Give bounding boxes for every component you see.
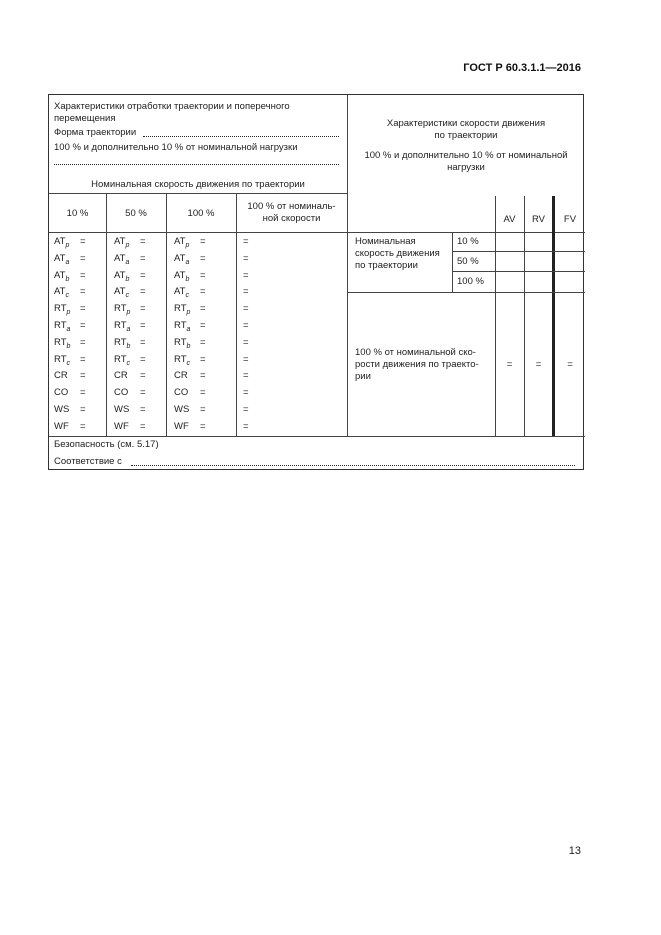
metric-base: AT <box>54 252 66 264</box>
metric-base: RT <box>174 303 187 315</box>
metric-base: CO <box>174 387 189 399</box>
metric-label <box>174 387 188 399</box>
right-title-line2: по траектории <box>434 130 498 141</box>
metric-base: RT <box>54 320 67 331</box>
metric-base: CR <box>54 370 68 382</box>
metric-equals-nominal: = <box>243 320 249 331</box>
metric-equals-nominal: = <box>243 420 249 432</box>
metric-equals: = <box>80 336 86 348</box>
metric-equals: = <box>140 370 146 382</box>
metric-equals: = <box>200 353 206 365</box>
metric-label <box>174 303 190 316</box>
metric-label <box>174 404 189 416</box>
metric-label <box>174 270 189 283</box>
metric-base: AT <box>114 269 126 281</box>
metric-equals: = <box>200 320 206 331</box>
metric-base: AT <box>114 252 126 264</box>
metric-equals: = <box>140 236 146 247</box>
metric-label <box>114 370 128 382</box>
metric-equals: = <box>80 353 86 365</box>
col-header-50: 50 % <box>125 208 147 219</box>
metric-subscript: b <box>125 275 130 283</box>
col-header-100-nominal-2: ной скорости <box>262 213 321 224</box>
metric-equals: = <box>140 269 146 281</box>
metric-base: RT <box>54 303 67 315</box>
metric-equals: = <box>80 404 86 415</box>
metric-equals-nominal: = <box>243 387 249 399</box>
metric-label <box>114 404 129 416</box>
left-title-line1: Характеристики отработки траектории и поперечного <box>54 101 290 112</box>
metric-base: AT <box>174 286 186 298</box>
right-title-line1: Характеристики скорости движения <box>386 118 546 129</box>
metric-equals: = <box>140 320 146 331</box>
nominal-speed-title: Номинальная скорость движения по траектории <box>91 179 305 190</box>
left-load-text: 100 % и дополнительно 10 % от номинальной нагрузки <box>54 142 298 153</box>
metric-equals: = <box>80 420 86 432</box>
metric-label <box>54 354 70 367</box>
speed-level-100: 100 % <box>457 276 484 287</box>
metric-label <box>174 236 189 249</box>
metric-label <box>174 320 190 333</box>
metric-subscript: a <box>125 258 130 266</box>
metric-label <box>114 286 129 299</box>
metric-label <box>54 387 68 399</box>
metric-equals: = <box>80 269 86 281</box>
page-number: 13 <box>568 845 581 857</box>
metric-base: WF <box>114 420 129 432</box>
metric-label <box>114 320 130 333</box>
metric-label <box>114 337 130 350</box>
metric-label <box>114 303 130 316</box>
metric-equals: = <box>200 370 206 382</box>
metric-subscript: p <box>185 242 190 249</box>
nominal-label-line3: по траектории <box>355 260 418 271</box>
metric-label <box>54 370 68 382</box>
metric-equals: = <box>140 286 146 298</box>
metric-label <box>54 320 70 333</box>
metric-equals: = <box>140 387 146 399</box>
metric-subscript: b <box>66 342 71 350</box>
metric-equals: = <box>80 236 86 247</box>
metric-label <box>114 421 129 433</box>
metric-base: RT <box>174 336 187 348</box>
metric-label <box>114 270 129 283</box>
metric-equals: = <box>80 303 86 315</box>
metric-equals: = <box>140 252 146 264</box>
metric-subscript: c <box>125 292 129 300</box>
metric-base: WS <box>54 404 70 415</box>
metric-label <box>114 253 129 266</box>
trajectory-form-fill-line <box>143 135 339 137</box>
metric-base: AT <box>174 269 186 281</box>
right-load-line1: 100 % и дополнительно 10 % от номинальной <box>364 150 568 161</box>
metric-label <box>114 387 128 399</box>
col-header-fv: FV <box>563 214 577 225</box>
load-fill-line <box>54 163 339 165</box>
metric-base: CO <box>114 387 129 399</box>
speed-level-50: 50 % <box>457 256 479 267</box>
metric-label <box>54 303 70 316</box>
metric-equals-nominal: = <box>243 370 249 382</box>
metric-label <box>54 236 69 249</box>
metric-equals-nominal: = <box>243 252 249 264</box>
document-code: ГОСТ Р 60.3.1.1—2016 <box>463 62 581 74</box>
metric-label <box>54 286 69 299</box>
metric-equals: = <box>140 404 146 415</box>
right-load-line2: нагрузки <box>447 162 485 173</box>
metric-equals: = <box>200 252 206 264</box>
metric-subscript: b <box>65 275 70 283</box>
metric-equals: = <box>200 404 206 415</box>
metric-subscript: a <box>126 326 131 333</box>
metric-subscript: c <box>66 359 70 367</box>
metric-base: AT <box>54 236 66 247</box>
metric-subscript: c <box>126 359 130 367</box>
col-header-av: AV <box>503 214 516 225</box>
metric-equals: = <box>200 269 206 281</box>
metric-equals: = <box>200 236 206 247</box>
metric-subscript: c <box>186 359 190 367</box>
metric-subscript: a <box>185 258 190 266</box>
metric-equals-nominal: = <box>243 404 249 415</box>
metric-equals-nominal: = <box>243 286 249 298</box>
metric-subscript: a <box>65 258 70 266</box>
metric-base: RT <box>114 303 127 315</box>
compliance-label: Соответствие с <box>54 456 122 467</box>
col-header-100-nominal-1: 100 % от номиналь- <box>247 201 336 212</box>
metric-subscript: p <box>125 242 130 249</box>
metric-equals: = <box>200 303 206 315</box>
metric-base: RT <box>54 336 67 348</box>
metric-base: WF <box>174 420 189 432</box>
metric-base: AT <box>54 286 66 298</box>
metric-label <box>174 354 190 367</box>
col-header-rv: RV <box>531 214 546 225</box>
columns-header-line <box>49 232 585 233</box>
safety-text: Безопасность (см. 5.17) <box>54 439 159 450</box>
metric-base: RT <box>54 353 67 365</box>
metric-label <box>54 337 70 350</box>
left-header-line <box>49 193 347 194</box>
metric-equals: = <box>140 303 146 315</box>
metric-equals: = <box>200 387 206 399</box>
metric-label <box>54 253 69 266</box>
av-value: = <box>506 359 513 370</box>
speed-level-10: 10 % <box>457 236 479 247</box>
metric-label <box>174 421 189 433</box>
nominal-label-line1: Номинальная <box>355 236 416 247</box>
metric-label <box>54 421 69 433</box>
thick-column-divider <box>552 196 555 436</box>
metric-equals: = <box>140 420 146 432</box>
metric-label <box>174 286 189 299</box>
metric-label <box>54 270 69 283</box>
metric-subscript: p <box>126 309 131 317</box>
metric-subscript: c <box>65 292 69 300</box>
metric-base: AT <box>174 252 186 264</box>
metric-base: RT <box>114 320 127 331</box>
nominal-label-line2: скорость движения <box>355 248 440 259</box>
left-title-line2: перемещения <box>54 113 116 124</box>
fv-value: = <box>567 359 573 370</box>
full-speed-line2: рости движения по траекто- <box>355 359 479 370</box>
metric-base: AT <box>54 269 66 281</box>
metric-equals: = <box>80 387 86 399</box>
metric-base: WS <box>114 404 130 415</box>
metric-base: AT <box>174 236 186 247</box>
full-speed-line1: 100 % от номинальной ско- <box>355 347 476 358</box>
metric-base: WS <box>174 404 190 415</box>
metric-base: RT <box>114 336 127 348</box>
metric-base: CR <box>114 370 128 382</box>
metric-equals: = <box>80 252 86 264</box>
col-header-10: 10 % <box>66 208 89 219</box>
metric-equals: = <box>200 286 206 298</box>
metric-subscript: p <box>186 309 191 317</box>
metric-base: RT <box>114 353 127 365</box>
metric-subscript: p <box>66 309 71 317</box>
metric-label <box>174 337 190 350</box>
full-speed-line3: рии <box>355 371 371 382</box>
metric-label <box>114 354 130 367</box>
metric-subscript: a <box>186 326 191 333</box>
metric-label <box>174 253 189 266</box>
metric-equals: = <box>80 286 86 298</box>
metric-base: RT <box>174 320 187 331</box>
characteristics-table <box>48 94 584 470</box>
metric-subscript: p <box>65 242 70 249</box>
footer-separator <box>49 436 585 437</box>
metric-label <box>114 236 129 249</box>
metric-base: CO <box>54 387 69 399</box>
metric-equals: = <box>200 420 206 432</box>
metric-subscript: b <box>186 342 191 350</box>
metric-equals: = <box>80 370 86 382</box>
metric-base: WF <box>54 420 69 432</box>
metric-equals: = <box>140 353 146 365</box>
metric-equals-nominal: = <box>243 353 249 365</box>
metric-equals-nominal: = <box>243 336 249 348</box>
metric-equals-nominal: = <box>243 303 249 315</box>
nominal-block-bottom <box>347 292 585 293</box>
metric-subscript: b <box>126 342 131 350</box>
compliance-fill-line <box>131 464 575 466</box>
metric-equals: = <box>200 336 206 348</box>
metric-base: AT <box>114 286 126 298</box>
metric-base: RT <box>174 353 187 365</box>
metric-base: CR <box>174 370 188 382</box>
col-header-100: 100 % <box>187 208 215 219</box>
metric-equals: = <box>140 336 146 348</box>
panel-divider <box>347 95 348 436</box>
metric-equals: = <box>80 320 86 331</box>
trajectory-form-label: Форма траектории <box>54 127 137 138</box>
metric-subscript: b <box>185 275 190 283</box>
metric-equals-nominal: = <box>243 269 249 281</box>
metric-equals-nominal: = <box>243 236 249 247</box>
metric-subscript: c <box>185 292 189 300</box>
metric-base: AT <box>114 236 126 247</box>
metric-subscript: a <box>66 326 71 333</box>
metric-label <box>174 370 188 382</box>
metric-label <box>54 404 69 416</box>
rv-value: = <box>535 359 542 370</box>
